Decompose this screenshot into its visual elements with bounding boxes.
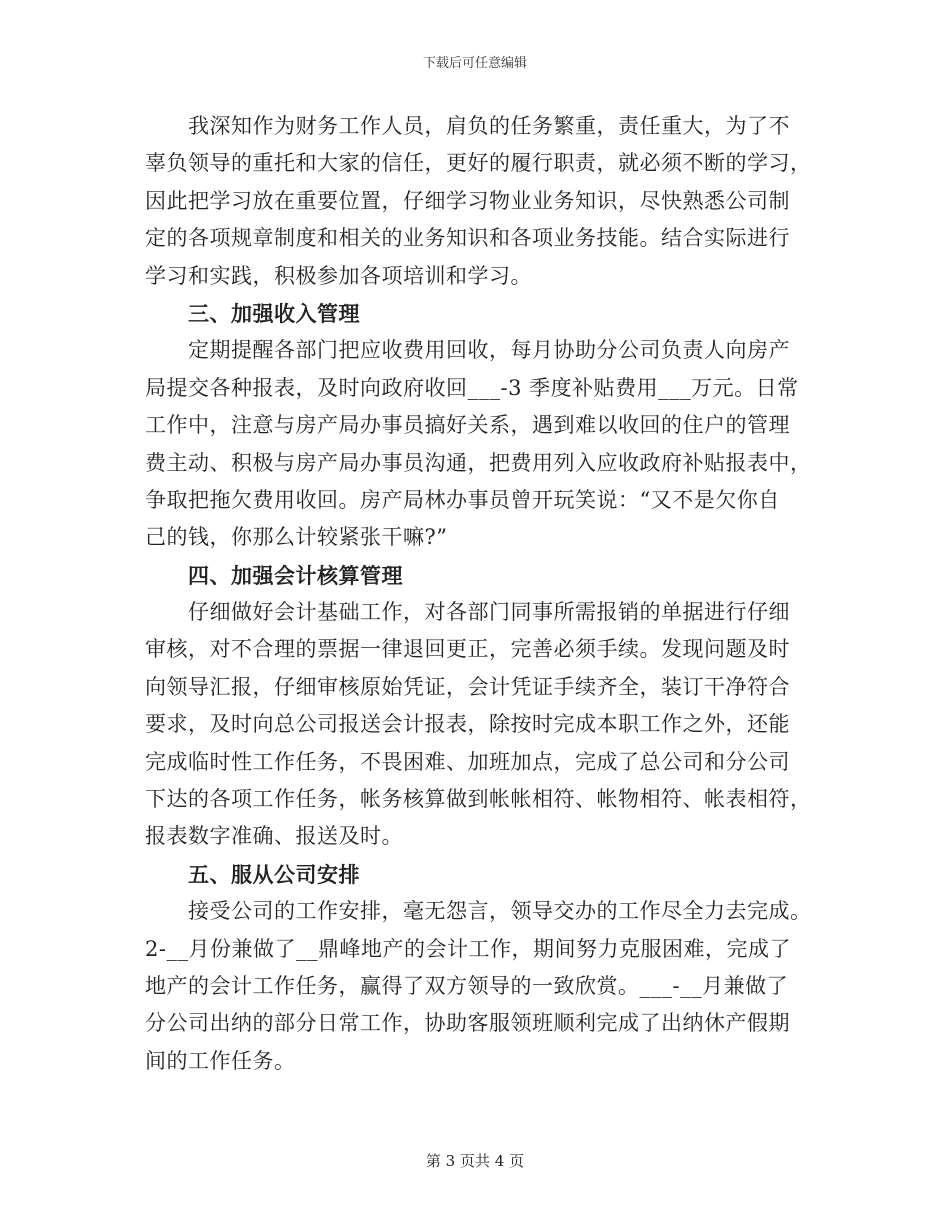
section-heading: 五、服从公司安排 bbox=[188, 861, 360, 887]
body-line: 因此把学习放在重要位置，仔细学习物业业务知识，尽快熟悉公司制 bbox=[145, 188, 790, 213]
page-header: 下载后可任意编辑 bbox=[422, 56, 527, 71]
body-line: 报表数字准确、报送及时。 bbox=[145, 824, 403, 849]
body-line: 要求，及时向总公司报送会计报表，除按时完成本职工作之外，还能 bbox=[145, 712, 790, 737]
body-line: 完成临时性工作任务，不畏困难、加班加点，完成了总公司和分公司 bbox=[145, 749, 790, 774]
body-line: 定期提醒各部门把应收费用回收，每月协助分公司负责人向房产 bbox=[188, 338, 790, 363]
body-line: 间的工作任务。 bbox=[145, 1048, 296, 1073]
body-line: 辜负领导的重托和大家的信任，更好的履行职责，就必须不断的学习， bbox=[145, 151, 812, 176]
document-body bbox=[145, 108, 812, 1080]
body-line: 审核，对不合理的票据一律退回更正，完善必须手续。发现问题及时 bbox=[145, 637, 790, 662]
body-line: 费主动、积极与房产局办事员沟通，把费用列入应收政府补贴报表中， bbox=[145, 450, 812, 475]
body-line: 学习和实践，积极参加各项培训和学习。 bbox=[145, 263, 532, 288]
body-line: 我深知作为财务工作人员，肩负的任务繁重，责任重大，为了不 bbox=[188, 114, 790, 138]
page-footer: 第 3 页共 4 页 bbox=[425, 1152, 525, 1170]
body-line: 下达的各项工作任务，帐务核算做到帐帐相符、帐物相符、帐表相符， bbox=[145, 787, 812, 812]
body-line: 地产的会计工作任务，赢得了双方领导的一致欣赏。___-__月兼做了 bbox=[145, 973, 789, 998]
body-line: 定的各项规章制度和相关的业务知识和各项业务技能。结合实际进行 bbox=[145, 226, 790, 251]
body-line: 向领导汇报，仔细审核原始凭证，会计凭证手续齐全，装订干净符合 bbox=[145, 674, 790, 699]
section-heading: 三、加强收入管理 bbox=[188, 300, 360, 326]
body-line: 接受公司的工作安排，毫无怨言，领导交办的工作尽全力去完成。 bbox=[188, 899, 812, 924]
body-line: 仔细做好会计基础工作，对各部门同事所需报销的单据进行仔细 bbox=[188, 600, 790, 625]
body-line: 工作中，注意与房产局办事员搞好关系，遇到难以收回的住户的管理 bbox=[145, 413, 790, 438]
body-line: 局提交各种报表，及时向政府收回___-3 季度补贴费用___万元。日常 bbox=[145, 375, 799, 400]
body-line: 2-__月份兼做了__鼎峰地产的会计工作，期间努力克服困难，完成了 bbox=[145, 936, 791, 961]
body-line: 己的钱，你那么计较紧张干嘛?” bbox=[145, 525, 448, 550]
section-heading: 四、加强会计核算管理 bbox=[188, 562, 403, 588]
body-line: 分公司出纳的部分日常工作，协助客服领班顺利完成了出纳休产假期 bbox=[145, 1011, 790, 1036]
body-line: 争取把拖欠费用收回。房产局林办事员曾开玩笑说：“又不是欠你自 bbox=[145, 487, 780, 512]
